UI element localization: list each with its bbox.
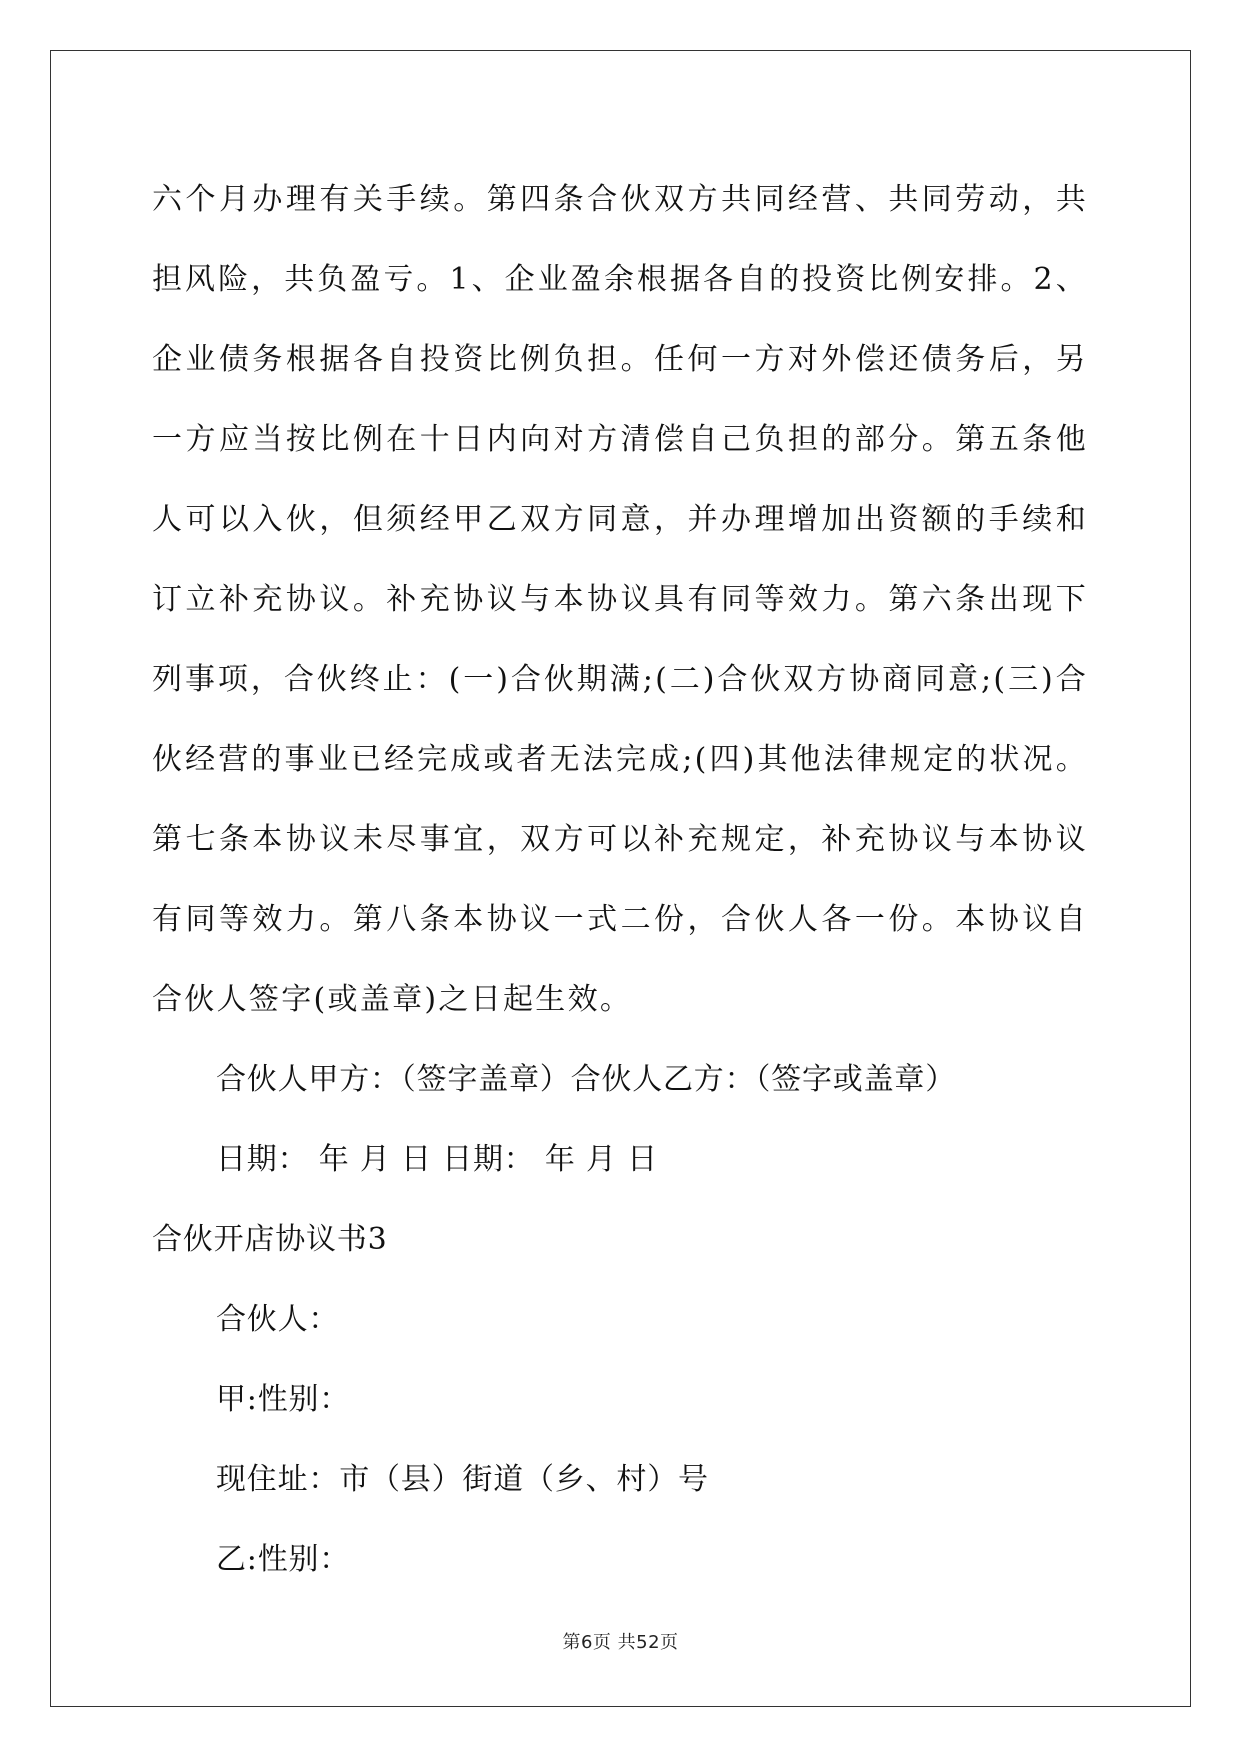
- party-a-gender: 甲:性别：: [216, 1382, 351, 1417]
- partner-label: 合伙人：: [216, 1302, 340, 1337]
- party-b-gender: 乙:性别：: [216, 1542, 351, 1577]
- signature-line: 合伙人甲方：（签字盖章）合伙人乙方：（签字或盖章）: [216, 1062, 956, 1097]
- date-line: 日期： 年 月 日 日期： 年 月 日: [216, 1142, 658, 1177]
- address-line: 现住址：市（县）街道（乡、村）号: [216, 1462, 709, 1497]
- section-title: 合伙开店协议书3: [152, 1222, 388, 1257]
- document-body: [152, 160, 1088, 1600]
- page-number-footer: 第6页 共52页: [562, 1632, 679, 1653]
- agreement-terms-paragraph: 六个月办理有关手续。第四条合伙双方共同经营、共同劳动，共担风险，共负盈亏。1、企业盈余根据各自的投资比例安排。2、企业债务根据各自投资比例负担。任何一方对外偿还债务后，另一方应当按比例在十日内向对方清偿自己负担的部分。第五条他人可以入伙，但须经甲乙双方同意，并办理增加出资额的手续和订立补充协议。补充协议与本协议具有同等效力。第六条出现下列事项，合伙终止：(一)合伙期满;(二)合伙双方协商同意;(三)合伙经营的事业已经完成或者无法完成;(四)其他法律规定的状况。第七条本协议未尽事宜，双方可以补充规定，补充协议与本协议有同等效力。第八条本协议一式二份，合伙人各一份。本协议自合伙人签字(或盖章)之日起生效。: [152, 182, 1088, 1017]
